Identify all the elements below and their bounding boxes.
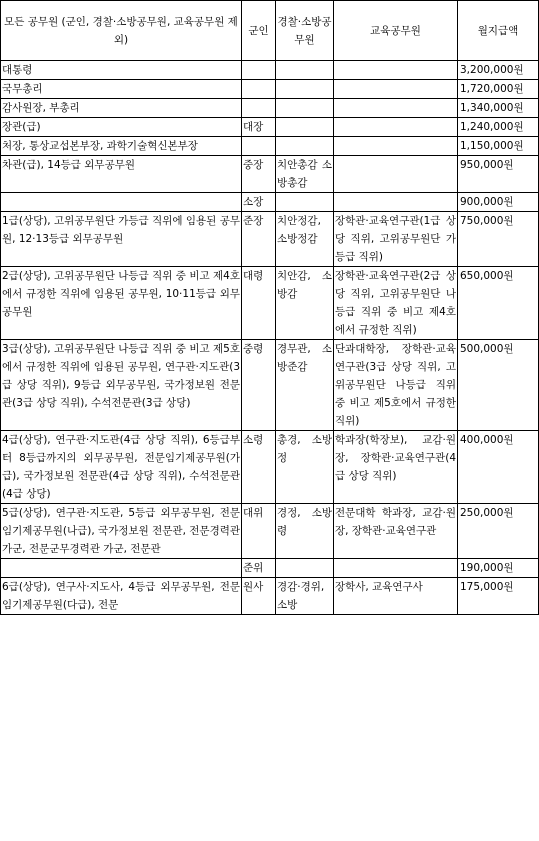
cell-military: 중령	[242, 340, 276, 431]
cell-military: 준위	[242, 559, 276, 578]
cell-pay: 250,000원	[458, 504, 539, 559]
table-row	[1, 80, 539, 99]
header-row	[1, 1, 539, 61]
cell-police-fire: 총경, 소방정	[276, 431, 334, 504]
cell-police-fire	[276, 193, 334, 212]
cell-main: 대통령	[1, 61, 242, 80]
cell-military	[242, 61, 276, 80]
cell-pay: 500,000원	[458, 340, 539, 431]
cell-military	[242, 80, 276, 99]
header-education: 교육공무원	[334, 1, 458, 61]
cell-education: 장학관·교육연구관(2급 상당 직위, 고위공무원단 나등급 직위 중 비고 제4호에서 규정한 직위)	[334, 267, 458, 340]
cell-military: 원사	[242, 578, 276, 615]
cell-education	[334, 137, 458, 156]
table-row	[1, 267, 539, 340]
table-row	[1, 156, 539, 193]
cell-main: 4급(상당), 연구관·지도관(4급 상당 직위), 6등급부터 8등급까지의 외무공무원, 전문임기제공무원(가급), 국가정보원 전문관(4급 상당 직위), 수석전문관(4급 상당)	[1, 431, 242, 504]
header-military: 군인	[242, 1, 276, 61]
cell-main: 5급(상당), 연구관·지도관, 5등급 외무공무원, 전문임기제공무원(나급), 국가정보원 전문관, 전문경력관 가군, 전문군무경력관 가군, 전문관	[1, 504, 242, 559]
cell-main	[1, 193, 242, 212]
cell-pay: 750,000원	[458, 212, 539, 267]
cell-pay: 900,000원	[458, 193, 539, 212]
cell-education	[334, 193, 458, 212]
cell-military: 대위	[242, 504, 276, 559]
cell-pay: 3,200,000원	[458, 61, 539, 80]
cell-pay: 190,000원	[458, 559, 539, 578]
cell-military: 소령	[242, 431, 276, 504]
cell-police-fire	[276, 80, 334, 99]
cell-police-fire	[276, 99, 334, 118]
cell-pay: 1,240,000원	[458, 118, 539, 137]
cell-police-fire: 치안총감 소방총감	[276, 156, 334, 193]
cell-education: 장학관·교육연구관(1급 상당 직위, 고위공무원단 가등급 직위)	[334, 212, 458, 267]
cell-police-fire: 치안감, 소방감	[276, 267, 334, 340]
cell-police-fire	[276, 137, 334, 156]
table-row	[1, 340, 539, 431]
cell-main: 처장, 통상교섭본부장, 과학기술혁신본부장	[1, 137, 242, 156]
cell-education	[334, 118, 458, 137]
table-row	[1, 61, 539, 80]
cell-education	[334, 559, 458, 578]
table-row	[1, 578, 539, 615]
table-row	[1, 212, 539, 267]
cell-police-fire	[276, 559, 334, 578]
cell-military: 준장	[242, 212, 276, 267]
cell-pay: 175,000원	[458, 578, 539, 615]
cell-police-fire	[276, 61, 334, 80]
cell-pay: 650,000원	[458, 267, 539, 340]
cell-education: 장학사, 교육연구사	[334, 578, 458, 615]
cell-military: 대장	[242, 118, 276, 137]
cell-main: 감사원장, 부총리	[1, 99, 242, 118]
cell-main: 장관(급)	[1, 118, 242, 137]
cell-education: 학과장(학장보), 교감·원장, 장학관·교육연구관(4급 상당 직위)	[334, 431, 458, 504]
header-all-officials: 모든 공무원 (군인, 경찰·소방공무원, 교육공무원 제외)	[1, 1, 242, 61]
header-police-fire: 경찰·소방공무원	[276, 1, 334, 61]
cell-military	[242, 137, 276, 156]
cell-pay: 950,000원	[458, 156, 539, 193]
table-row	[1, 118, 539, 137]
cell-military: 중장	[242, 156, 276, 193]
cell-main: 차관(급), 14등급 외무공무원	[1, 156, 242, 193]
cell-police-fire: 경무관, 소방준감	[276, 340, 334, 431]
table-row	[1, 193, 539, 212]
cell-main	[1, 559, 242, 578]
cell-education	[334, 99, 458, 118]
cell-main: 3급(상당), 고위공무원단 나등급 직위 중 비고 제5호에서 규정한 직위에 임용된 공무원, 연구관·지도관(3급 상당 직위), 9등급 외무공무원, 국가정보원 전문관(3급 상당 직위), 수석전문관(3급 상당)	[1, 340, 242, 431]
cell-education	[334, 156, 458, 193]
cell-main: 국무총리	[1, 80, 242, 99]
cell-pay: 1,340,000원	[458, 99, 539, 118]
cell-military	[242, 99, 276, 118]
cell-police-fire	[276, 118, 334, 137]
cell-police-fire: 경감·경위, 소방	[276, 578, 334, 615]
table-row	[1, 431, 539, 504]
cell-military: 소장	[242, 193, 276, 212]
cell-main: 2급(상당), 고위공무원단 나등급 직위 중 비고 제4호에서 규정한 직위에 임용된 공무원, 10·11등급 외무공무원	[1, 267, 242, 340]
table-row	[1, 559, 539, 578]
cell-education: 단과대학장, 장학관·교육연구관(3급 상당 직위, 고위공무원단 나등급 직위 중 비고 제5호에서 규정한 직위)	[334, 340, 458, 431]
header-monthly-allowance: 월지급액	[458, 1, 539, 61]
cell-police-fire: 경정, 소방령	[276, 504, 334, 559]
table-row	[1, 504, 539, 559]
table-row	[1, 137, 539, 156]
cell-police-fire: 치안정감, 소방정감	[276, 212, 334, 267]
cell-main: 6급(상당), 연구사·지도사, 4등급 외무공무원, 전문임기제공무원(다급), 전문	[1, 578, 242, 615]
cell-education: 전문대학 학과장, 교감·원장, 장학관·교육연구관	[334, 504, 458, 559]
cell-military: 대령	[242, 267, 276, 340]
cell-education	[334, 61, 458, 80]
cell-education	[334, 80, 458, 99]
table-row	[1, 99, 539, 118]
cell-pay: 1,150,000원	[458, 137, 539, 156]
cell-main: 1급(상당), 고위공무원단 가등급 직위에 임용된 공무원, 12·13등급 외무공무원	[1, 212, 242, 267]
cell-pay: 1,720,000원	[458, 80, 539, 99]
cell-pay: 400,000원	[458, 431, 539, 504]
